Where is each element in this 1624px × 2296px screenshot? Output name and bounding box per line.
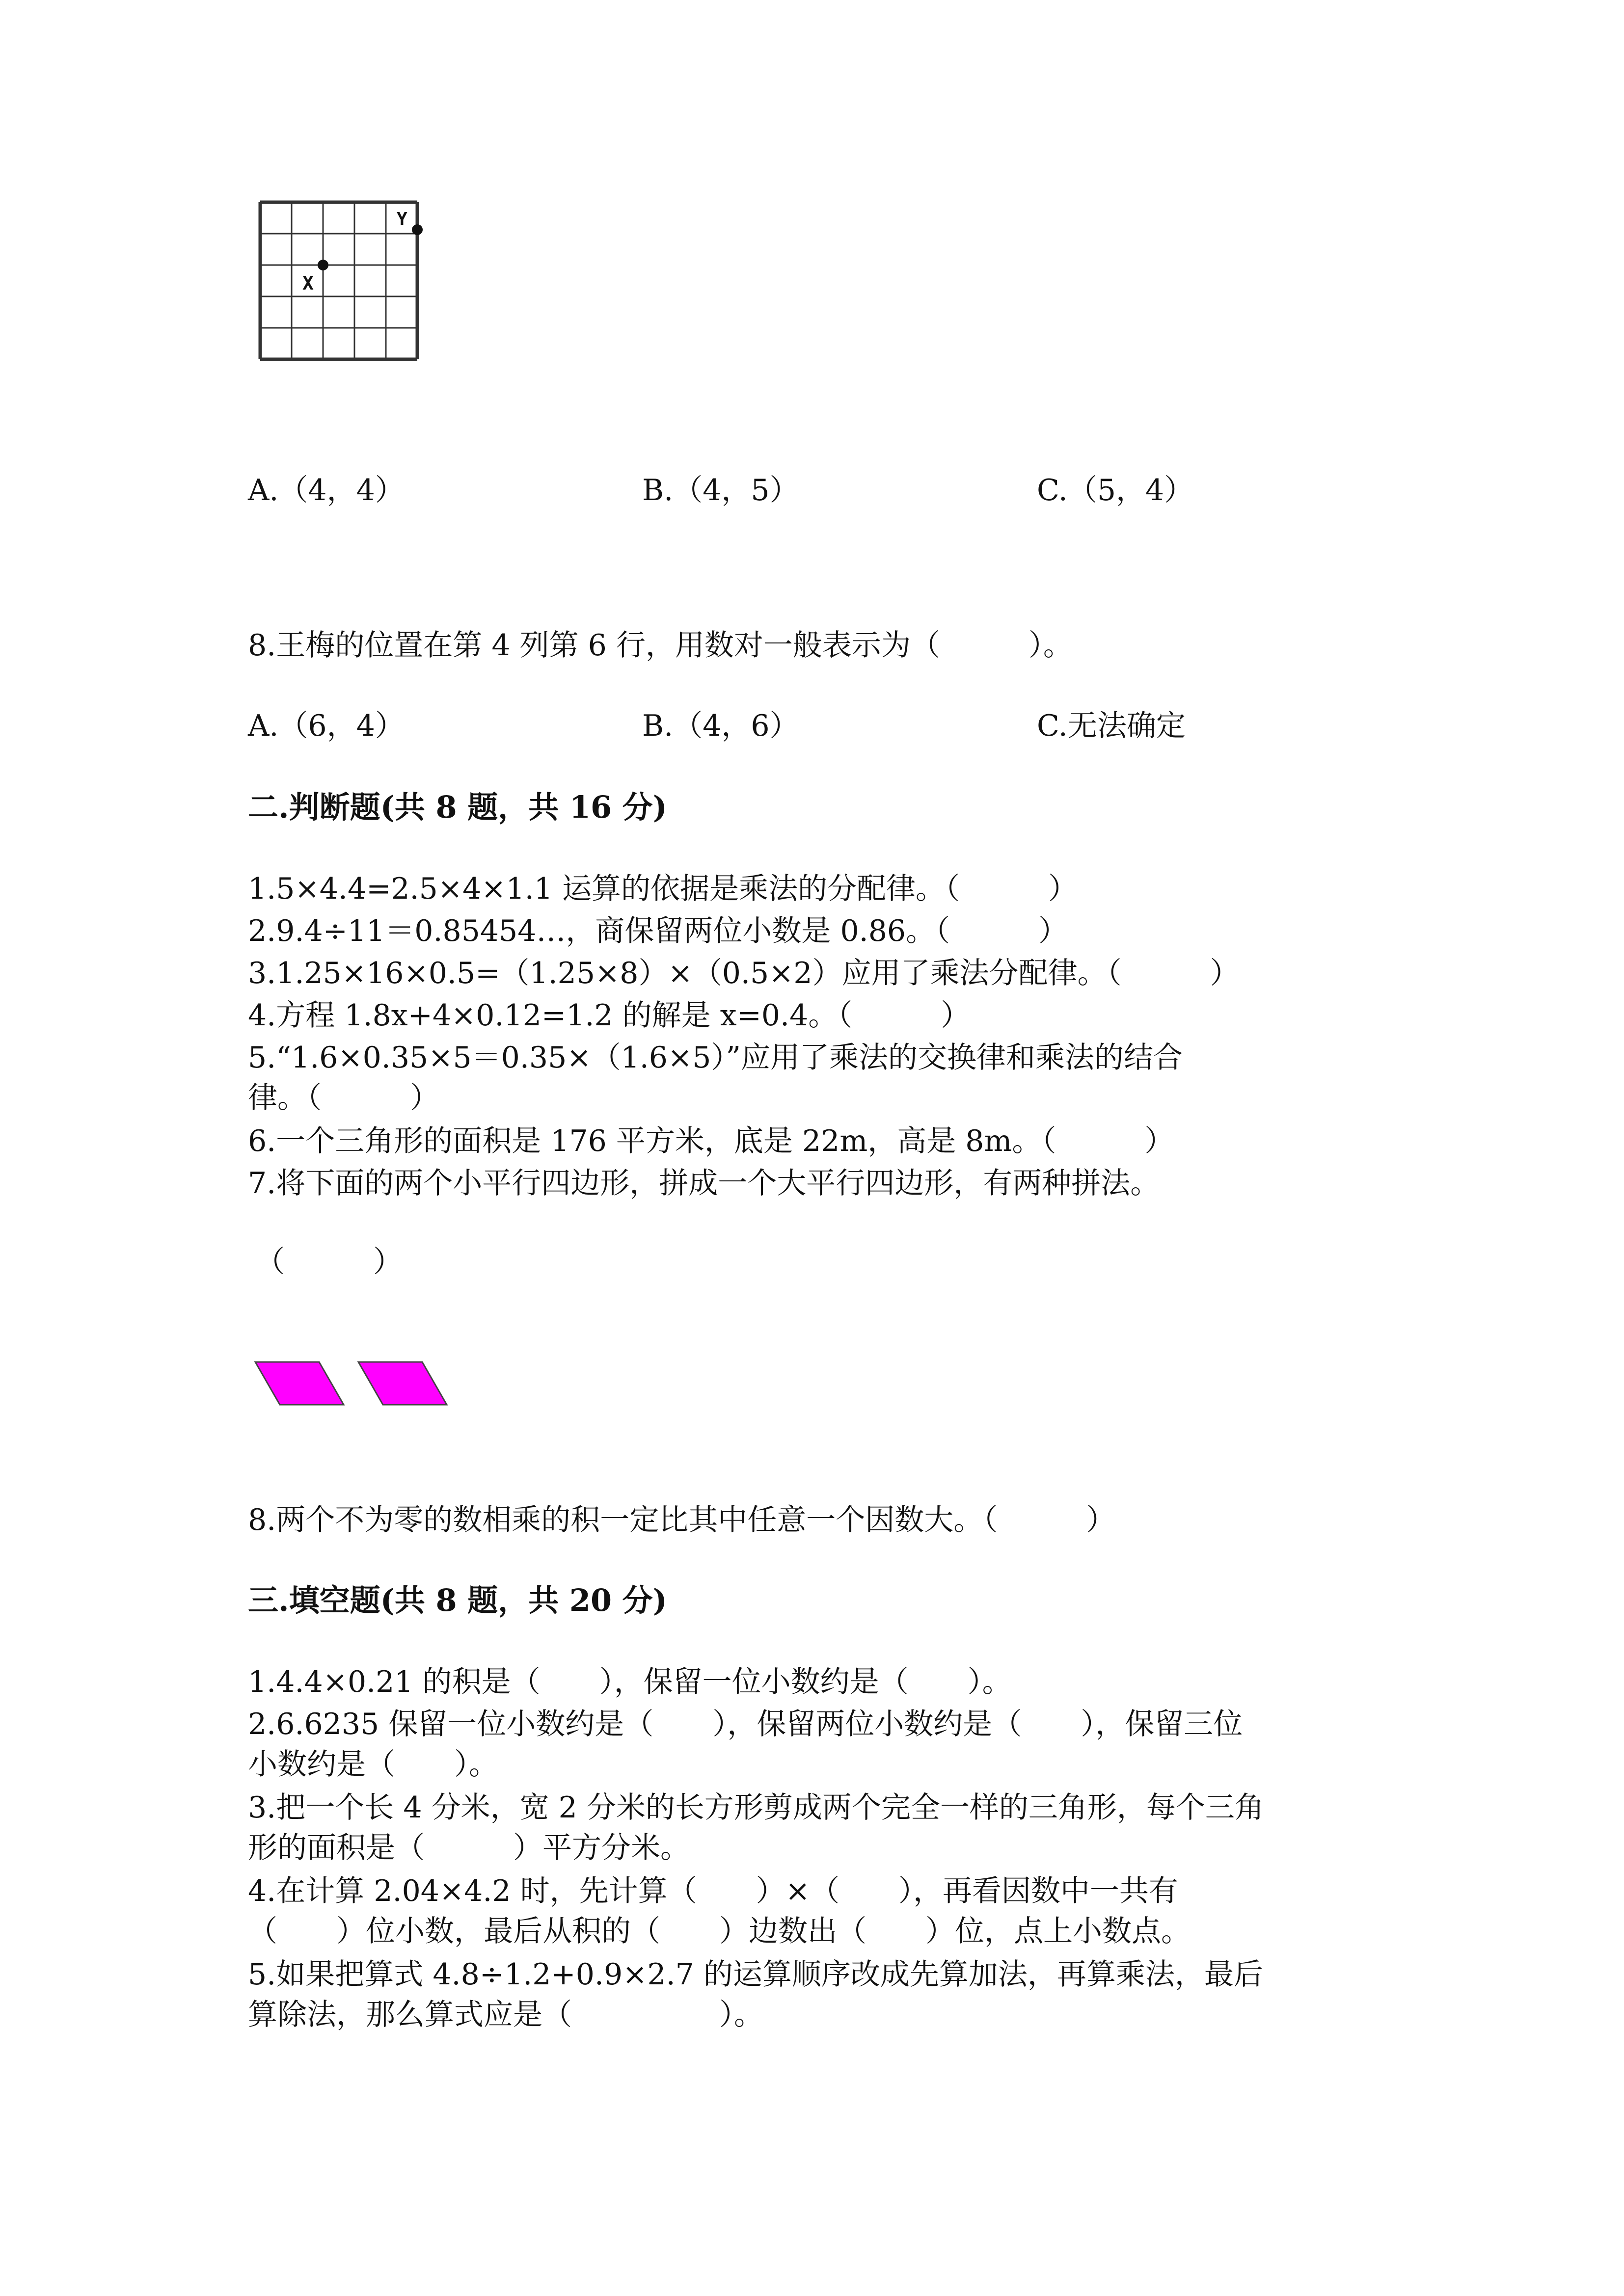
question-8: 8.王梅的位置在第 4 列第 6 行，用数对一般表示为（ ）。: [248, 628, 1073, 663]
fill-item-2-line-1: 2.6.6235 保留一位小数约是（ ），保留两位小数约是（ ），保留三位: [248, 1707, 1243, 1741]
fill-item-4-line-2: （ ）位小数，最后从积的（ ）边数出（ ）位，点上小数点。: [248, 1914, 1191, 1949]
point-y-dot: [412, 224, 423, 235]
q8-option-b: B.（4，6）: [642, 709, 799, 743]
grid-lines: [260, 202, 417, 359]
judge-item-4: 4.方程 1.8x+4×0.12=1.2 的解是 x=0.4。（ ）: [248, 998, 971, 1033]
fill-item-5-line-2: 算除法，那么算式应是（ ）。: [248, 1998, 763, 2032]
parallelogram-left: [255, 1362, 344, 1405]
fill-item-2-line-2: 小数约是（ ）。: [248, 1747, 498, 1782]
q8-option-c: C.无法确定: [1037, 709, 1186, 743]
point-y-label: Y: [397, 209, 407, 229]
fill-item-3-line-1: 3.把一个长 4 分米，宽 2 分米的长方形剪成两个完全一样的三角形，每个三角: [248, 1790, 1264, 1825]
section-2-title: 二.判断题(共 8 题，共 16 分): [248, 789, 668, 825]
q7-option-a: A.（4，4）: [248, 473, 405, 507]
fill-item-3-line-2: 形的面积是（ ）平方分米。: [248, 1831, 690, 1865]
parallelograms-figure: [255, 1360, 452, 1409]
q7-option-c: C.（5，4）: [1037, 473, 1194, 507]
judge-item-3: 3.1.25×16×0.5=（1.25×8）×（0.5×2）应用了乘法分配律。（ ）: [248, 956, 1240, 990]
parallelogram-right: [358, 1362, 447, 1405]
section-3-title: 三.填空题(共 8 题，共 20 分): [248, 1582, 668, 1618]
coordinate-grid-figure: [260, 202, 437, 364]
q8-option-a: A.（6，4）: [248, 709, 405, 743]
q7-option-b: B.（4，5）: [642, 473, 799, 507]
judge-item-6: 6.一个三角形的面积是 176 平方米，底是 22m，高是 8m。（ ）: [248, 1124, 1174, 1158]
judge-item-5-line-1: 5.“1.6×0.35×5＝0.35×（1.6×5）”应用了乘法的交换律和乘法的结合: [248, 1041, 1183, 1075]
judge-item-1: 1.5×4.4=2.5×4×1.1 运算的依据是乘法的分配律。（ ）: [248, 872, 1078, 906]
judge-item-7-blank: （ ）: [255, 1245, 403, 1279]
fill-item-4-line-1: 4.在计算 2.04×4.2 时，先计算（ ）×（ ），再看因数中一共有: [248, 1874, 1178, 1908]
judge-item-7: 7.将下面的两个小平行四边形，拼成一个大平行四边形，有两种拼法。: [248, 1166, 1160, 1201]
fill-item-5-line-1: 5.如果把算式 4.8÷1.2+0.9×2.7 的运算顺序改成先算加法，再算乘法，最后: [248, 1957, 1263, 1992]
fill-item-1: 1.4.4×0.21 的积是（ ），保留一位小数约是（ ）。: [248, 1665, 1012, 1699]
judge-item-2: 2.9.4÷11＝0.85454…，商保留两位小数是 0.86。（ ）: [248, 914, 1068, 948]
judge-item-5-line-2: 律。（ ）: [248, 1081, 439, 1115]
judge-item-8: 8.两个不为零的数相乘的积一定比其中任意一个因数大。（ ）: [248, 1503, 1116, 1537]
point-x-label: X: [302, 272, 314, 294]
point-x-dot: [318, 260, 328, 270]
